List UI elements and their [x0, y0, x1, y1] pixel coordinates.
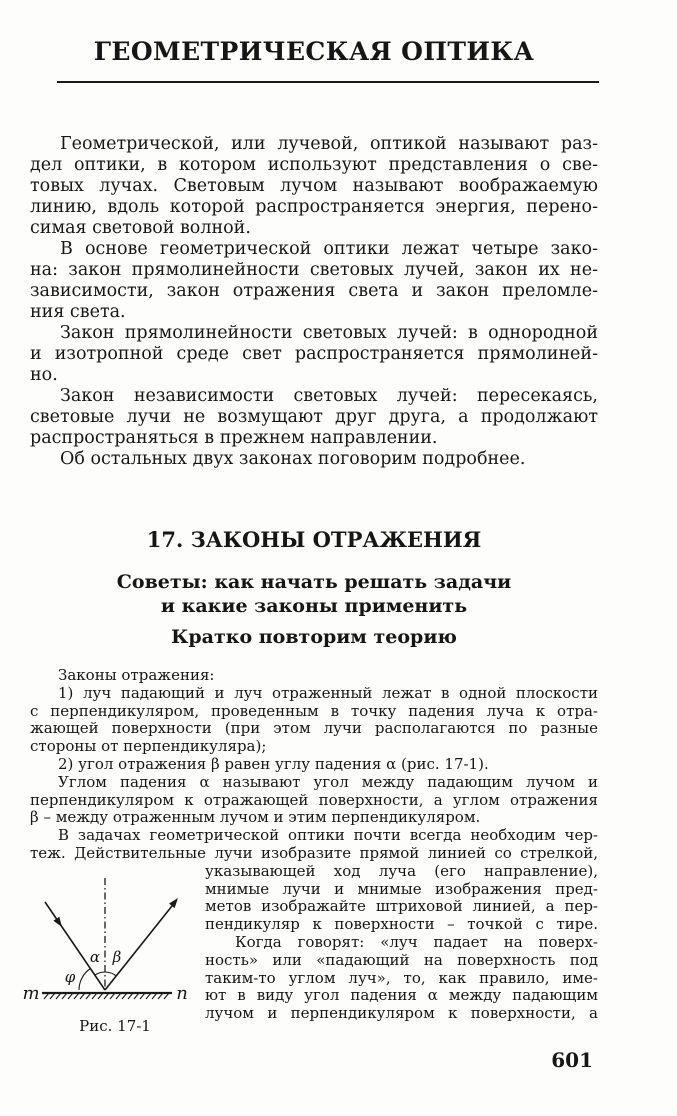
text-line: мнимые лучи и мнимые изображения пред-: [205, 880, 598, 898]
theory-heading: Кратко повторим теорию: [171, 626, 457, 648]
law-1: [30, 685, 598, 756]
label-beta: β: [112, 948, 122, 966]
text-line: пендикуляр к поверхности – точкой с тире.: [205, 916, 598, 934]
text-line: жающей поверхности (при этом лучи располагаются по разные: [30, 720, 598, 738]
text-line: дел оптики, в котором используют представления о све-: [30, 155, 598, 175]
text-line: ют в виду угол падения α между падающим: [205, 987, 598, 1005]
paragraph-independence-law: [30, 386, 598, 449]
text-line: ния света.: [30, 302, 126, 322]
reflection-diagram: [20, 870, 200, 1010]
text-line: 1) луч падающий и луч отраженный лежат в одной плоскости: [58, 684, 598, 702]
text-line: В задачах геометрической оптики почти всегда необходим чер-: [58, 827, 598, 845]
label-phi: φ: [64, 968, 76, 986]
paragraph-rectilinearity-law: [30, 323, 598, 386]
text-line: товых лучах. Световым лучом называют воображаемую: [30, 176, 598, 196]
text-line: световые лучи не возмущают друг друга, а продолжают: [30, 407, 598, 427]
theory-text: [30, 667, 598, 863]
text-line: но.: [30, 365, 58, 385]
text-line: Углом падения α называют угол между падающим лучом и: [58, 773, 598, 791]
drawing-advice-continued: [205, 863, 598, 934]
text-line: зависимости, закон отражения света и закон преломле-: [30, 281, 598, 301]
paragraph-four-laws: [30, 239, 598, 323]
advice-heading-line: Советы: как начать решать задачи: [116, 571, 512, 593]
text-line: Когда говорят: «луч падает на поверх-: [235, 933, 598, 951]
text-line: распространяться в прежнем направлении.: [30, 428, 438, 448]
angle-definitions: [30, 774, 598, 827]
drawing-advice: [30, 827, 598, 863]
title-rule: [57, 81, 599, 83]
theory-text-beside-figure: [205, 863, 598, 1023]
paragraph-remaining-laws: [30, 449, 598, 470]
section-heading: 17. ЗАКОНЫ ОТРАЖЕНИЯ: [146, 527, 482, 552]
paragraph-definition: [30, 134, 598, 239]
label-n: n: [176, 983, 188, 1004]
advice-heading-line: и какие законы применить: [160, 595, 468, 617]
reflected-ray-arrow: [169, 898, 178, 908]
text-line: ность» или «падающий на поверхность под: [205, 951, 598, 969]
page-number: 601: [551, 1048, 593, 1072]
figure-caption: Рис. 17-1: [79, 1017, 151, 1035]
text-line: симая световой волной.: [30, 218, 251, 238]
text-line: теж. Действительные лучи изобразите прямой линией со стрелкой,: [30, 844, 598, 862]
text-line: перпендикуляром к отражающей поверхности, а углом отражения: [30, 791, 598, 809]
text-line: Об остальных двух законах поговорим подробнее.: [60, 449, 526, 469]
text-line: В основе геометрической оптики лежат четыре зако-: [60, 239, 598, 259]
incident-ray-arrow: [53, 917, 62, 927]
text-line: лучом и перпендикуляром к поверхности, а: [205, 1005, 598, 1023]
text-line: Закон прямолинейности световых лучей: в однородной: [60, 323, 598, 343]
text-line: β – между отраженным лучом и этим перпендикуляром.: [30, 809, 481, 827]
text-line: с перпендикуляром, проведенным в точку падения луча к отра-: [30, 702, 598, 720]
text-line: стороны от перпендикуляра);: [30, 738, 267, 756]
text-line: Закон независимости световых лучей: пересекаясь,: [60, 386, 598, 406]
text-line: линию, вдоль которой распространяется энергия, перено-: [30, 197, 598, 217]
text-line: на: закон прямолинейности световых лучей, закон их не-: [30, 260, 598, 280]
label-m: m: [22, 983, 40, 1004]
text-line: и изотропной среде свет распространяется прямолиней-: [30, 344, 598, 364]
text-line: указывающей ход луча (его направление),: [205, 862, 598, 880]
intro-text: [30, 134, 598, 470]
laws-title: Законы отражения:: [58, 667, 215, 684]
text-line: Геометрической, или лучевой, оптикой называют раз-: [60, 134, 598, 154]
page-title: ГЕОМЕТРИЧЕСКАЯ ОПТИКА: [93, 37, 535, 66]
text-line: таким-то углом луч», то, как правило, име-: [205, 969, 598, 987]
angle-convention: [205, 934, 598, 1023]
label-alpha: α: [89, 948, 101, 966]
text-line: метов изображайте штриховой линией, а пер-: [205, 898, 598, 916]
law-2: 2) угол отражения β равен углу падения α (рис. 17-1).: [58, 755, 489, 773]
angle-arc-phi: [79, 969, 90, 991]
advice-heading: [30, 570, 598, 618]
